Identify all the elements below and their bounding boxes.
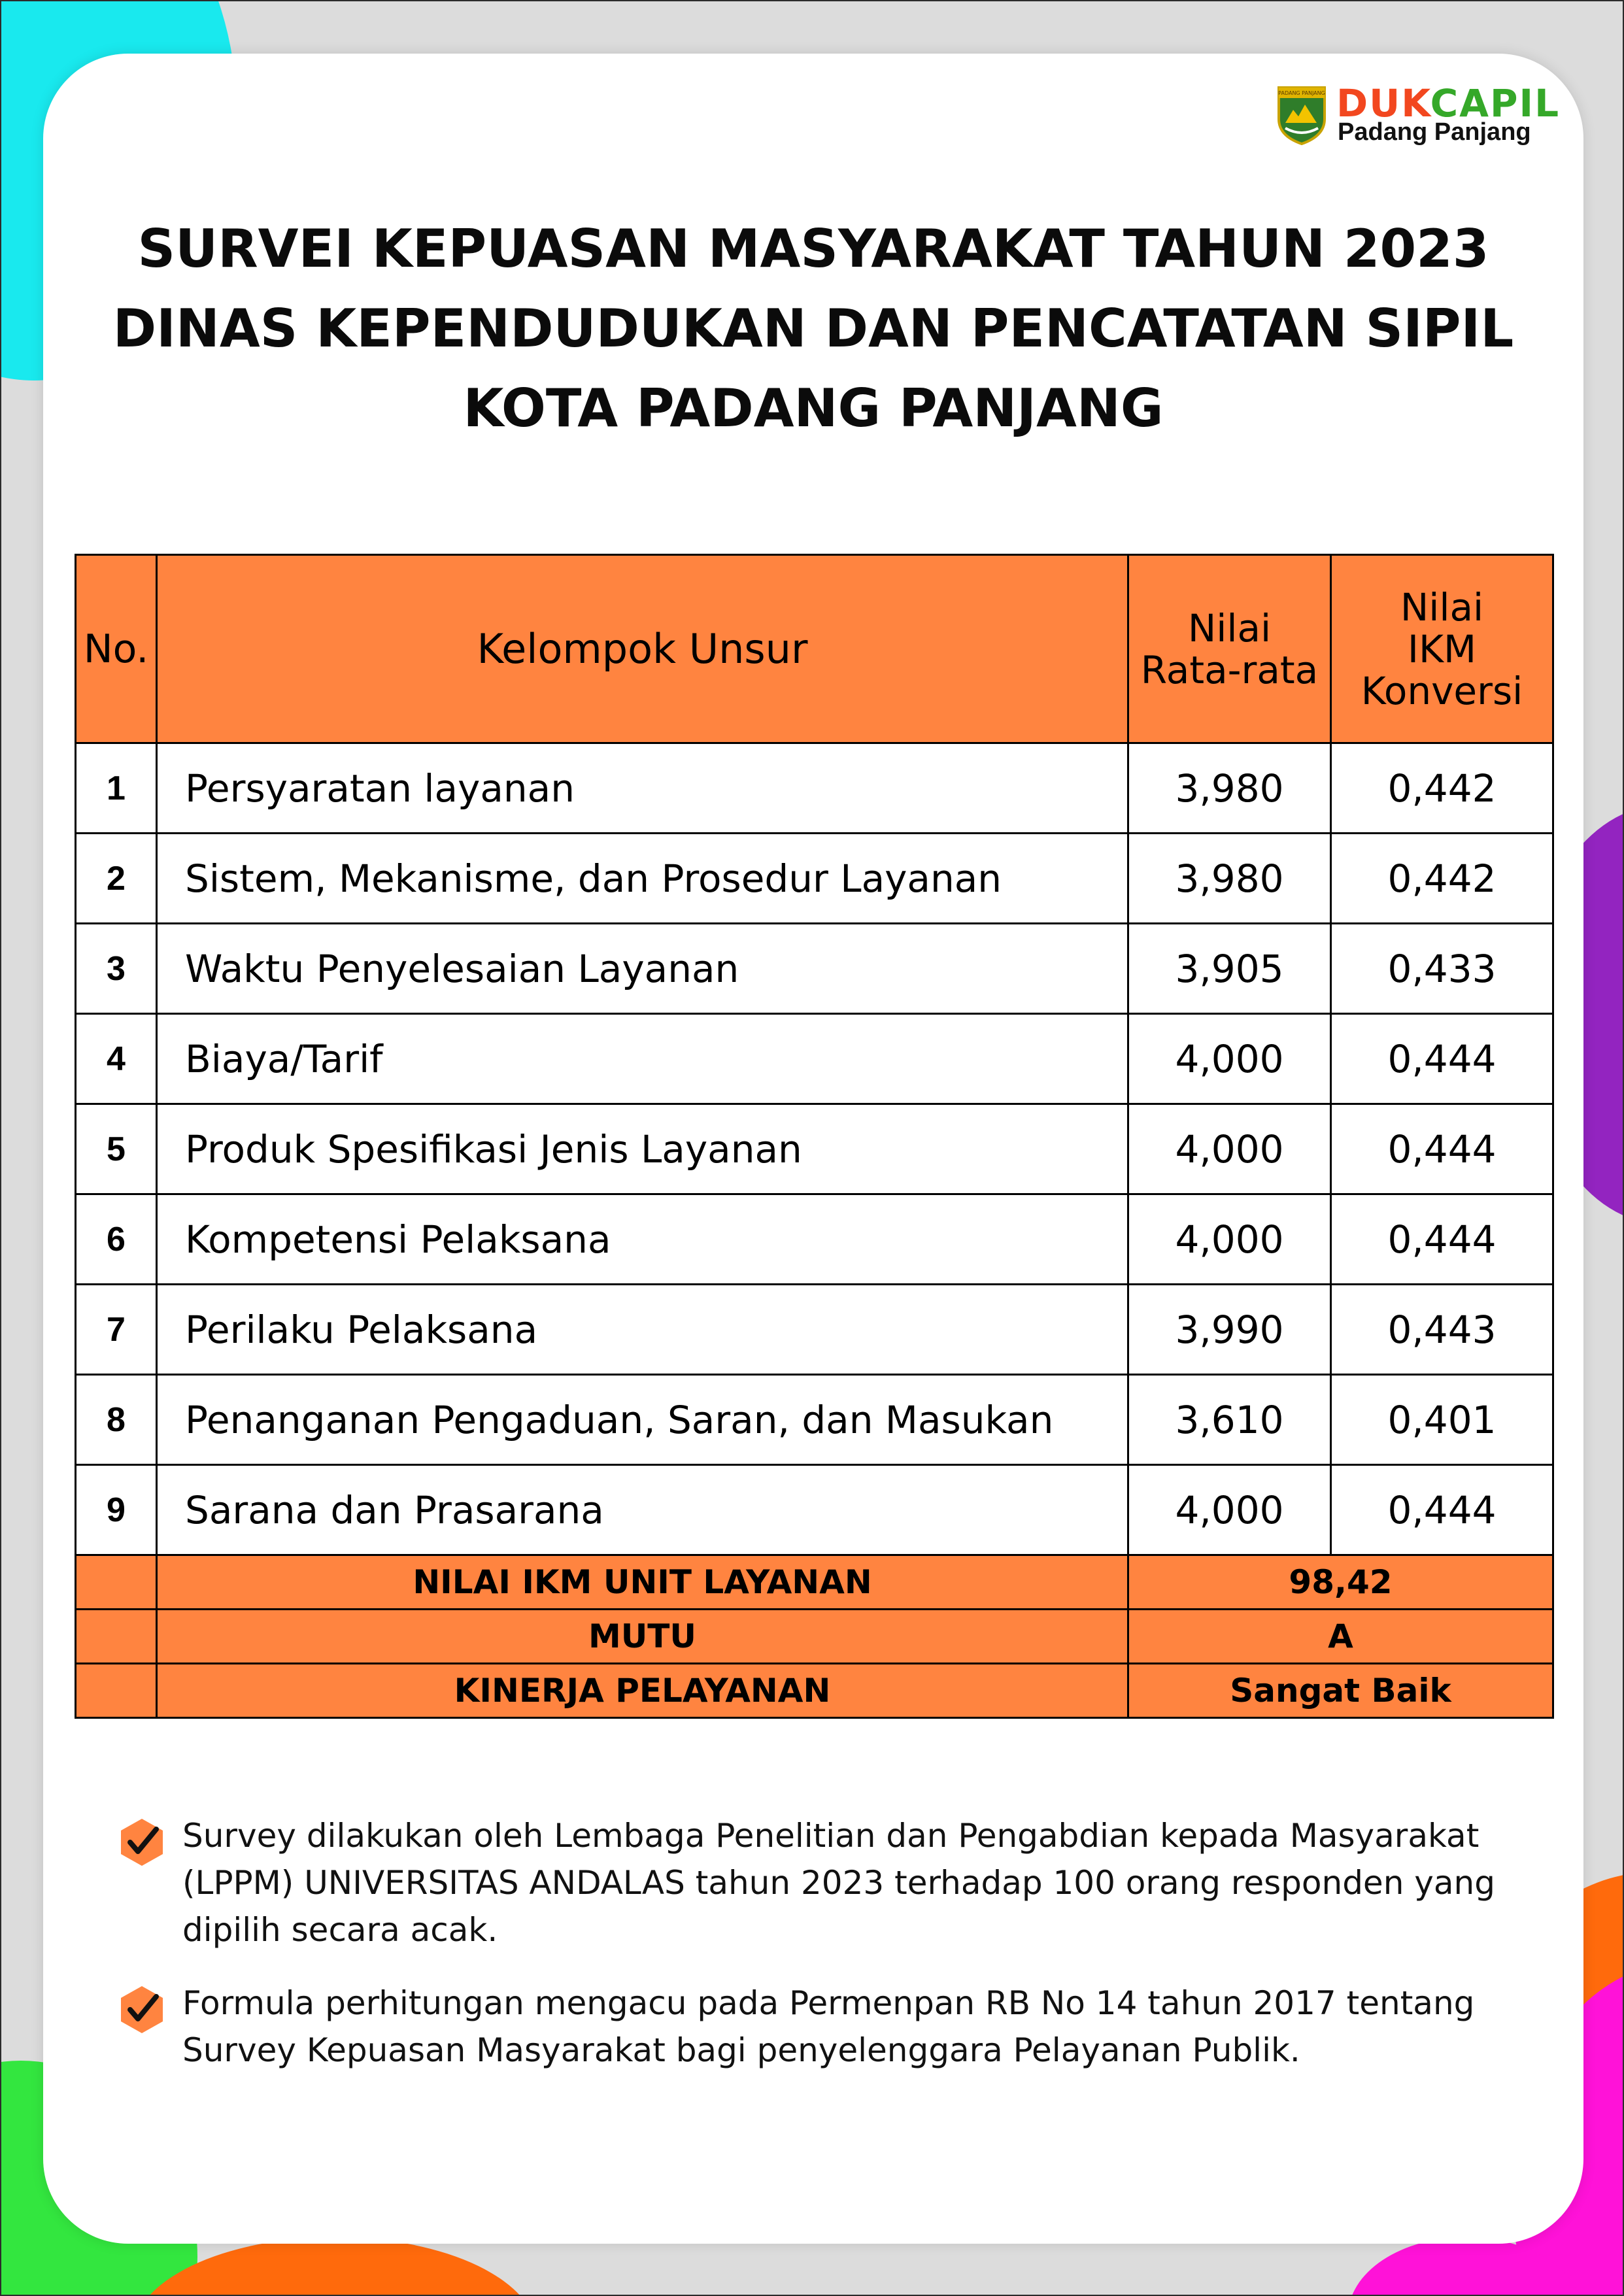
header-nilai-ikm-konversi: Nilai IKM Konversi — [1331, 555, 1553, 743]
row-nilai-ikm: 0,443 — [1331, 1285, 1553, 1375]
note-item — [116, 1980, 1521, 2074]
row-number: 6 — [76, 1194, 157, 1285]
header-kelompok-unsur: Kelompok Unsur — [157, 555, 1128, 743]
row-nilai-rata-rata: 3,990 — [1128, 1285, 1331, 1375]
row-number: 1 — [76, 743, 157, 834]
city-emblem-icon — [1276, 85, 1327, 145]
table-row — [76, 1285, 1553, 1375]
row-nilai-rata-rata: 4,000 — [1128, 1014, 1331, 1104]
logo-brand: DUKCAPIL — [1336, 81, 1561, 126]
table-row — [76, 743, 1553, 834]
summary-value: A — [1128, 1610, 1553, 1664]
page-title — [43, 209, 1583, 448]
summary-empty-cell — [76, 1664, 157, 1718]
row-number: 8 — [76, 1375, 157, 1465]
row-number: 2 — [76, 834, 157, 924]
row-nilai-ikm: 0,444 — [1331, 1104, 1553, 1194]
summary-value: 98,42 — [1128, 1555, 1553, 1610]
table-row — [76, 1014, 1553, 1104]
note-text: Formula perhitungan mengacu pada Permenpan RB No 14 tahun 2017 tentang Survey Kepuasan Masyarakat bagi penyelenggara Pelayanan Publik. — [182, 1984, 1475, 2069]
row-nilai-ikm: 0,444 — [1331, 1465, 1553, 1555]
row-nilai-rata-rata: 4,000 — [1128, 1104, 1331, 1194]
summary-label: KINERJA PELAYANAN — [157, 1664, 1128, 1718]
summary-row-kinerja — [76, 1664, 1553, 1718]
row-nilai-rata-rata: 4,000 — [1128, 1194, 1331, 1285]
summary-row-nilai-ikm — [76, 1555, 1553, 1610]
note-item — [116, 1812, 1521, 1953]
table-row — [76, 1465, 1553, 1555]
logo-subtitle: Padang Panjang — [1338, 118, 1531, 146]
emblem-label: PADANG PANJANG — [1278, 90, 1325, 96]
row-label: Perilaku Pelaksana — [157, 1285, 1128, 1375]
row-nilai-rata-rata: 4,000 — [1128, 1465, 1331, 1555]
summary-value: Sangat Baik — [1128, 1664, 1553, 1718]
row-nilai-ikm: 0,433 — [1331, 924, 1553, 1014]
ikm-table — [75, 554, 1554, 1719]
row-label: Produk Spesifikasi Jenis Layanan — [157, 1104, 1128, 1194]
row-number: 7 — [76, 1285, 157, 1375]
header-nilai-rata-rata: Nilai Rata-rata — [1128, 555, 1331, 743]
note-text: Survey dilakukan oleh Lembaga Penelitian dan Pengabdian kepada Masyarakat (LPPM) UNIVERSITAS ANDALAS tahun 2023 terhadap 100 orang responden yang dipilih secara acak. — [182, 1817, 1495, 1949]
row-nilai-rata-rata: 3,980 — [1128, 834, 1331, 924]
check-badge-icon — [116, 1984, 168, 2036]
dukcapil-logo — [1276, 81, 1561, 146]
row-label: Penanganan Pengaduan, Saran, dan Masukan — [157, 1375, 1128, 1465]
row-label: Persyaratan layanan — [157, 743, 1128, 834]
row-nilai-ikm: 0,442 — [1331, 834, 1553, 924]
row-nilai-rata-rata: 3,610 — [1128, 1375, 1331, 1465]
row-label: Kompetensi Pelaksana — [157, 1194, 1128, 1285]
summary-empty-cell — [76, 1555, 157, 1610]
row-nilai-rata-rata: 3,905 — [1128, 924, 1331, 1014]
row-nilai-ikm: 0,442 — [1331, 743, 1553, 834]
title-line-3: KOTA PADANG PANJANG — [463, 378, 1164, 439]
row-nilai-ikm: 0,444 — [1331, 1014, 1553, 1104]
row-label: Sarana dan Prasarana — [157, 1465, 1128, 1555]
table-row — [76, 1375, 1553, 1465]
summary-row-mutu — [76, 1610, 1553, 1664]
table-row — [76, 834, 1553, 924]
table-row — [76, 1194, 1553, 1285]
title-line-1: SURVEI KEPUASAN MASYARAKAT TAHUN 2023 — [137, 218, 1489, 279]
table-row — [76, 924, 1553, 1014]
summary-label: NILAI IKM UNIT LAYANAN — [157, 1555, 1128, 1610]
notes-list — [116, 1812, 1521, 2100]
row-nilai-ikm: 0,444 — [1331, 1194, 1553, 1285]
row-label: Waktu Penyelesaian Layanan — [157, 924, 1128, 1014]
table-header-row — [76, 555, 1553, 743]
summary-label: MUTU — [157, 1610, 1128, 1664]
row-number: 9 — [76, 1465, 157, 1555]
row-number: 4 — [76, 1014, 157, 1104]
title-line-2: DINAS KEPENDUDUKAN DAN PENCATATAN SIPIL — [112, 298, 1514, 359]
row-nilai-ikm: 0,401 — [1331, 1375, 1553, 1465]
check-badge-icon — [116, 1816, 168, 1868]
header-no: No. — [76, 555, 157, 743]
row-number: 3 — [76, 924, 157, 1014]
row-label: Biaya/Tarif — [157, 1014, 1128, 1104]
row-label: Sistem, Mekanisme, dan Prosedur Layanan — [157, 834, 1128, 924]
table-row — [76, 1104, 1553, 1194]
row-number: 5 — [76, 1104, 157, 1194]
row-nilai-rata-rata: 3,980 — [1128, 743, 1331, 834]
summary-empty-cell — [76, 1610, 157, 1664]
